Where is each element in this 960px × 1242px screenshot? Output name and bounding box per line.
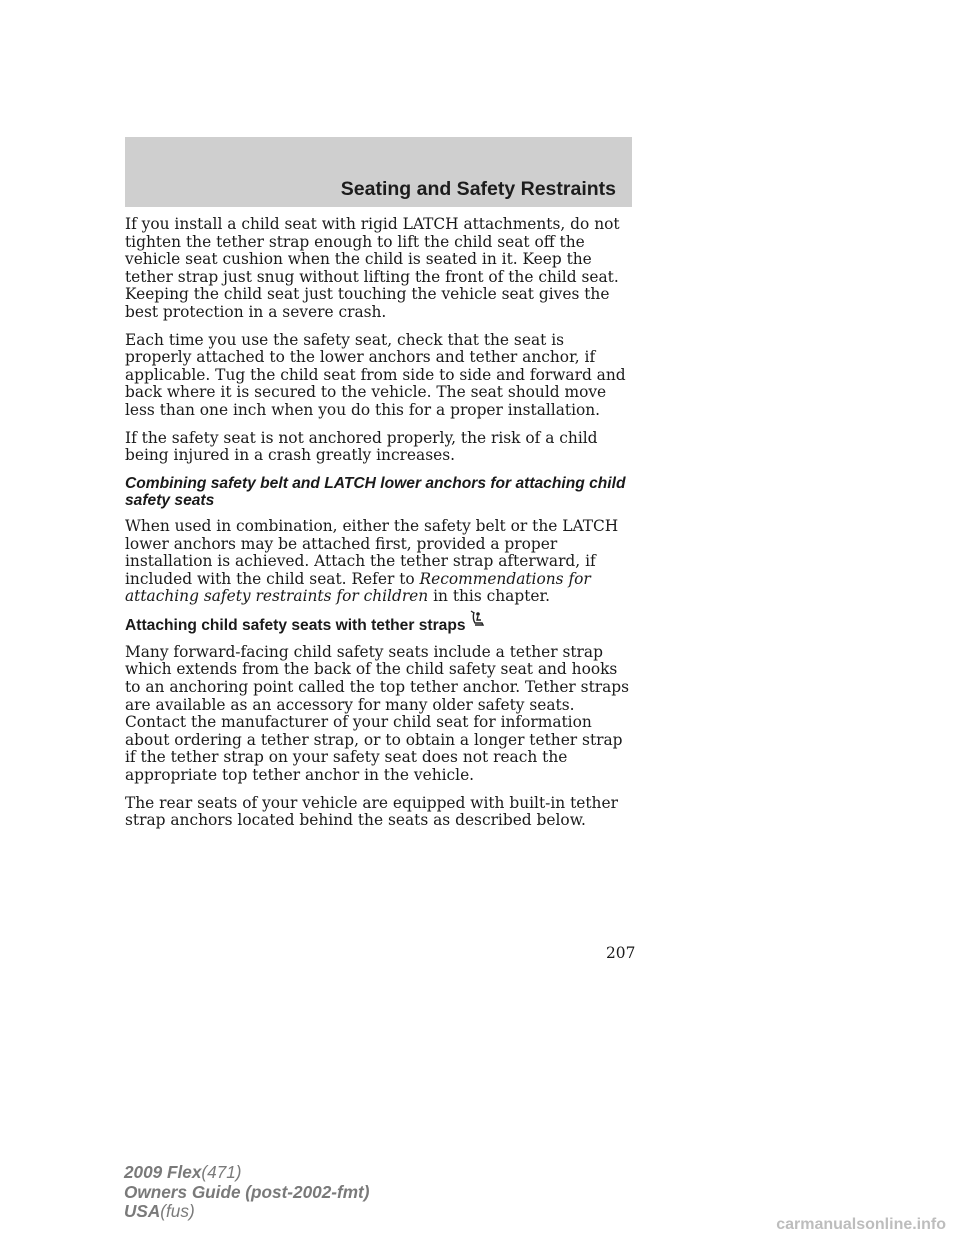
footer-line-1 [124,1163,369,1183]
footer-line-3 [124,1202,369,1222]
subheading-combining: Combining safety belt and LATCH lower anchors for attaching child safety seats [125,474,626,510]
subheading-tether-text: Attaching child safety seats with tether straps [125,616,466,634]
paragraph-tether-description: Many forward-facing child safety seats include a tether strap which extends from the back of the child safety seat and hooks to an anchoring point called the top tether anchor. Tether straps are available as an accessory for many older safety seats. Contact the manufacturer of your child seat for information about ordering a tether strap, or to obtain a longer tether strap if the tether strap on your safety seat does not reach the appropriate top tether anchor in the vehicle. [125,642,630,785]
paragraph-combination-text: When used in combination, either the safety belt or the LATCH lower anchors may be attached first, provided a proper installation is achieved. Attach the tether strap afterward, if included with the child seat. Refer to [125,516,619,588]
section-header-band [125,137,632,207]
document-footer [124,1163,369,1222]
paragraph-combination [125,518,635,606]
paragraph-check-seat: Each time you use the safety seat, check that the seat is properly attached to the lower anchors and tether anchor, if applicable. Tug the child seat from side to side and forward and back where it is secured to the vehicle. The seat should move less than one inch when you do this for a proper installation. [125,330,626,419]
section-title: Seating and Safety Restraints [340,178,616,200]
main-content [125,216,635,840]
paragraph-combination-end: in this chapter. [428,587,551,606]
page-number: 207 [606,944,636,962]
subheading-tether-straps [125,616,635,636]
footer-market-code: (fus) [160,1201,195,1221]
footer-market: USA [124,1201,161,1221]
paragraph-risk: If the safety seat is not anchored properly, the risk of a child being injured in a crash greatly increases. [125,428,598,465]
footer-guide: Owners Guide (post-2002-fmt) [124,1181,370,1202]
footer-line-2 [124,1183,369,1203]
paragraph-rigid-latch: If you install a child seat with rigid LATCH attachments, do not tighten the tether strap enough to lift the child seat off the vehicle seat cushion when the child is seated in it. Keep the tether strap just snug without lifting the front of the child seat. Keeping the child seat just touching the vehicle seat gives the best protection in a severe crash. [125,215,620,321]
footer-model-code: (471) [201,1162,242,1182]
footer-model: 2009 Flex [124,1162,202,1182]
cross-reference: Recommendations for attaching safety restraints for children [125,569,591,606]
paragraph-rear-seats: The rear seats of your vehicle are equipped with built-in tether strap anchors located behind the seats as described below. [125,793,618,830]
child-seat-icon [468,610,488,628]
watermark: carmanualsonline.info [776,1216,946,1233]
